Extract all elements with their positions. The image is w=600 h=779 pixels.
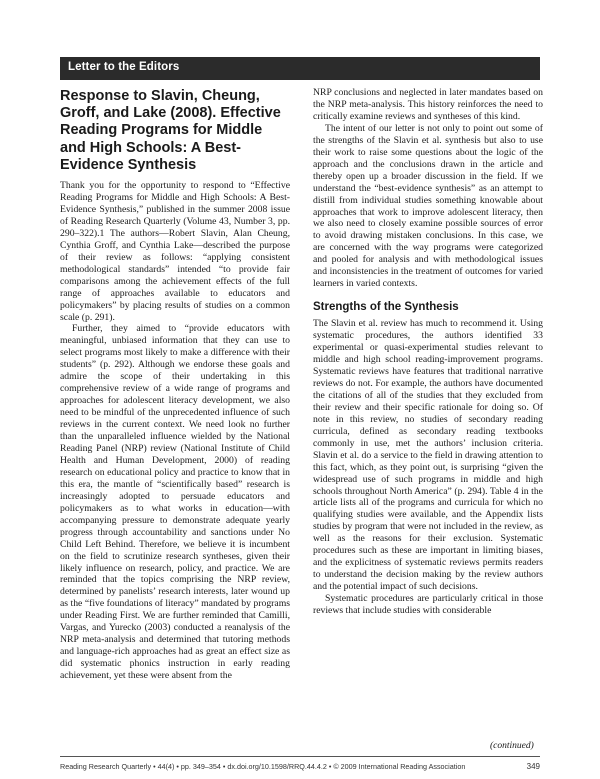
article-title: Response to Slavin, Cheung, Groff, and Lake (2008). Effective Reading Programs for Middle and High Schools: A Best-Evidence Synthesis — [60, 88, 281, 173]
paragraph: The Slavin et al. review has much to recommend it. Using systematic procedures, the authors identified 33 experimental or quasi-experimental studies relevant to middle and high school reading-improvement programs. Systematic reviews have features that traditional narrative reviews do not. For example, the authors have documented the citations of all of the studies that they excluded from their review and their specific rationale for doing so. Of note in this review, no studies of secondary reading curricula, defined as secondary reading textbooks commonly in use, met the authors’ inclusion criteria. Slavin et al. do a service to the field in drawing attention to this fact, which, as they point out, is surprising “given the widespread use of such programs in middle and high schools throughout North America” (p. 294). Table 4 in the article lists all of the programs and curricula for which no qualifying studies were available, and the Appendix lists studies by program that were not included in the review, as well as the reasons for their exclusion. Systematic procedures such as these are important in limiting biases, and the explicitness of systematic reviews permits readers to understand the decision making by the review authors and the potential impact of such decisions. — [313, 318, 543, 593]
paragraph: Thank you for the opportunity to respond to “Effective Reading Programs for Middle and High Schools: A Best-Evidence Synthesis,” published in the summer 2008 issue of Reading Research Quarterly (Volume 43, Number 3, pp. 290–322).1 The authors—Robert Slavin, Alan Cheung, Cynthia Groff, and Cynthia Lake—described the purpose of their review as follows: “applying consistent methodological standards” intended “to provide fair comparisons among the achievement effects of the full range of approaches available to educators and policymakers” by placing results of studies on a common scale (p. 291). — [60, 180, 290, 323]
paragraph: Further, they aimed to “provide educators with meaningful, unbiased information that they can use to select programs most likely to make a difference with their students” (p. 292). Although we endorse these goals and admire the scope of their undertaking in this comprehensive review of a wide range of programs and approaches for adolescent literacy development, we also need to be mindful of the unprecedented influence of such reviews in the current context. We need look no further than the unparalleled influence wielded by the National Reading Panel (NRP) review (National Institute of Child Health and Human Development, 2000) of reading research on educational policy and practice to know that in this era, the mantle of “scientifically based” research is increasingly adopted to persuade educators and policymakers as to what works in education—with accompanying pressure to demonstrate adequate yearly progress through accountability and sanctions under No Child Left Behind. Therefore, we believe it is incumbent on the field to scrutinize research syntheses, given their likely influence on research, policy, and practice. We are reminded that the topics comprising the NRP review, determined by panelists’ research interests, later wound up as the “five foundations of literacy” mandated by programs under Reading First. We are further reminded that Camilli, Vargas, and Yurecko (2003) conducted a reanalysis of the NRP meta-analysis and determined that tutoring methods and language-rich approaches had as great an effect size as did systematic phonics instruction in early reading achievement, yet these were absent from the — [60, 323, 290, 682]
page-footer — [60, 762, 540, 771]
section-heading: Strengths of the Synthesis — [313, 301, 459, 314]
paragraph: NRP conclusions and neglected in later mandates based on the NRP meta-analysis. This history reinforces the need to critically examine reviews and syntheses of this kind. — [313, 87, 543, 122]
footer-citation: Reading Research Quarterly • 44(4) • pp. 349–354 • dx.doi.org/10.1598/RRQ.44.4.2 • © 2009 International Reading Association — [60, 762, 466, 771]
paragraph: The intent of our letter is not only to point out some of the strengths of the Slavin et al. synthesis but also to use their work to raise some questions about the logic of the approach and the conclusions drawn in the article and thereby open up a broader discussion in the field. If we understand the “best-evidence synthesis” as an attempt to distill from individual studies something knowable about approaches that work to improve adolescent literacy, then we also need to closely examine possible sources of error to avoid drawing mistaken conclusions. In this case, we are concerned with the way programs were categorized and pooled for analysis and with methodological issues and inconsistencies in the treatment of outcomes for varied learners in varied contexts. — [313, 122, 543, 290]
right-column — [313, 87, 543, 617]
footer-divider — [60, 756, 540, 757]
continued-note: (continued) — [490, 741, 534, 751]
section-label: Letter to the Editors — [68, 61, 180, 73]
page-number: 349 — [526, 762, 540, 771]
paragraph: Systematic procedures are particularly critical in those reviews that include studies with considerable — [313, 593, 543, 617]
section-banner — [60, 57, 540, 80]
left-column — [60, 88, 290, 682]
